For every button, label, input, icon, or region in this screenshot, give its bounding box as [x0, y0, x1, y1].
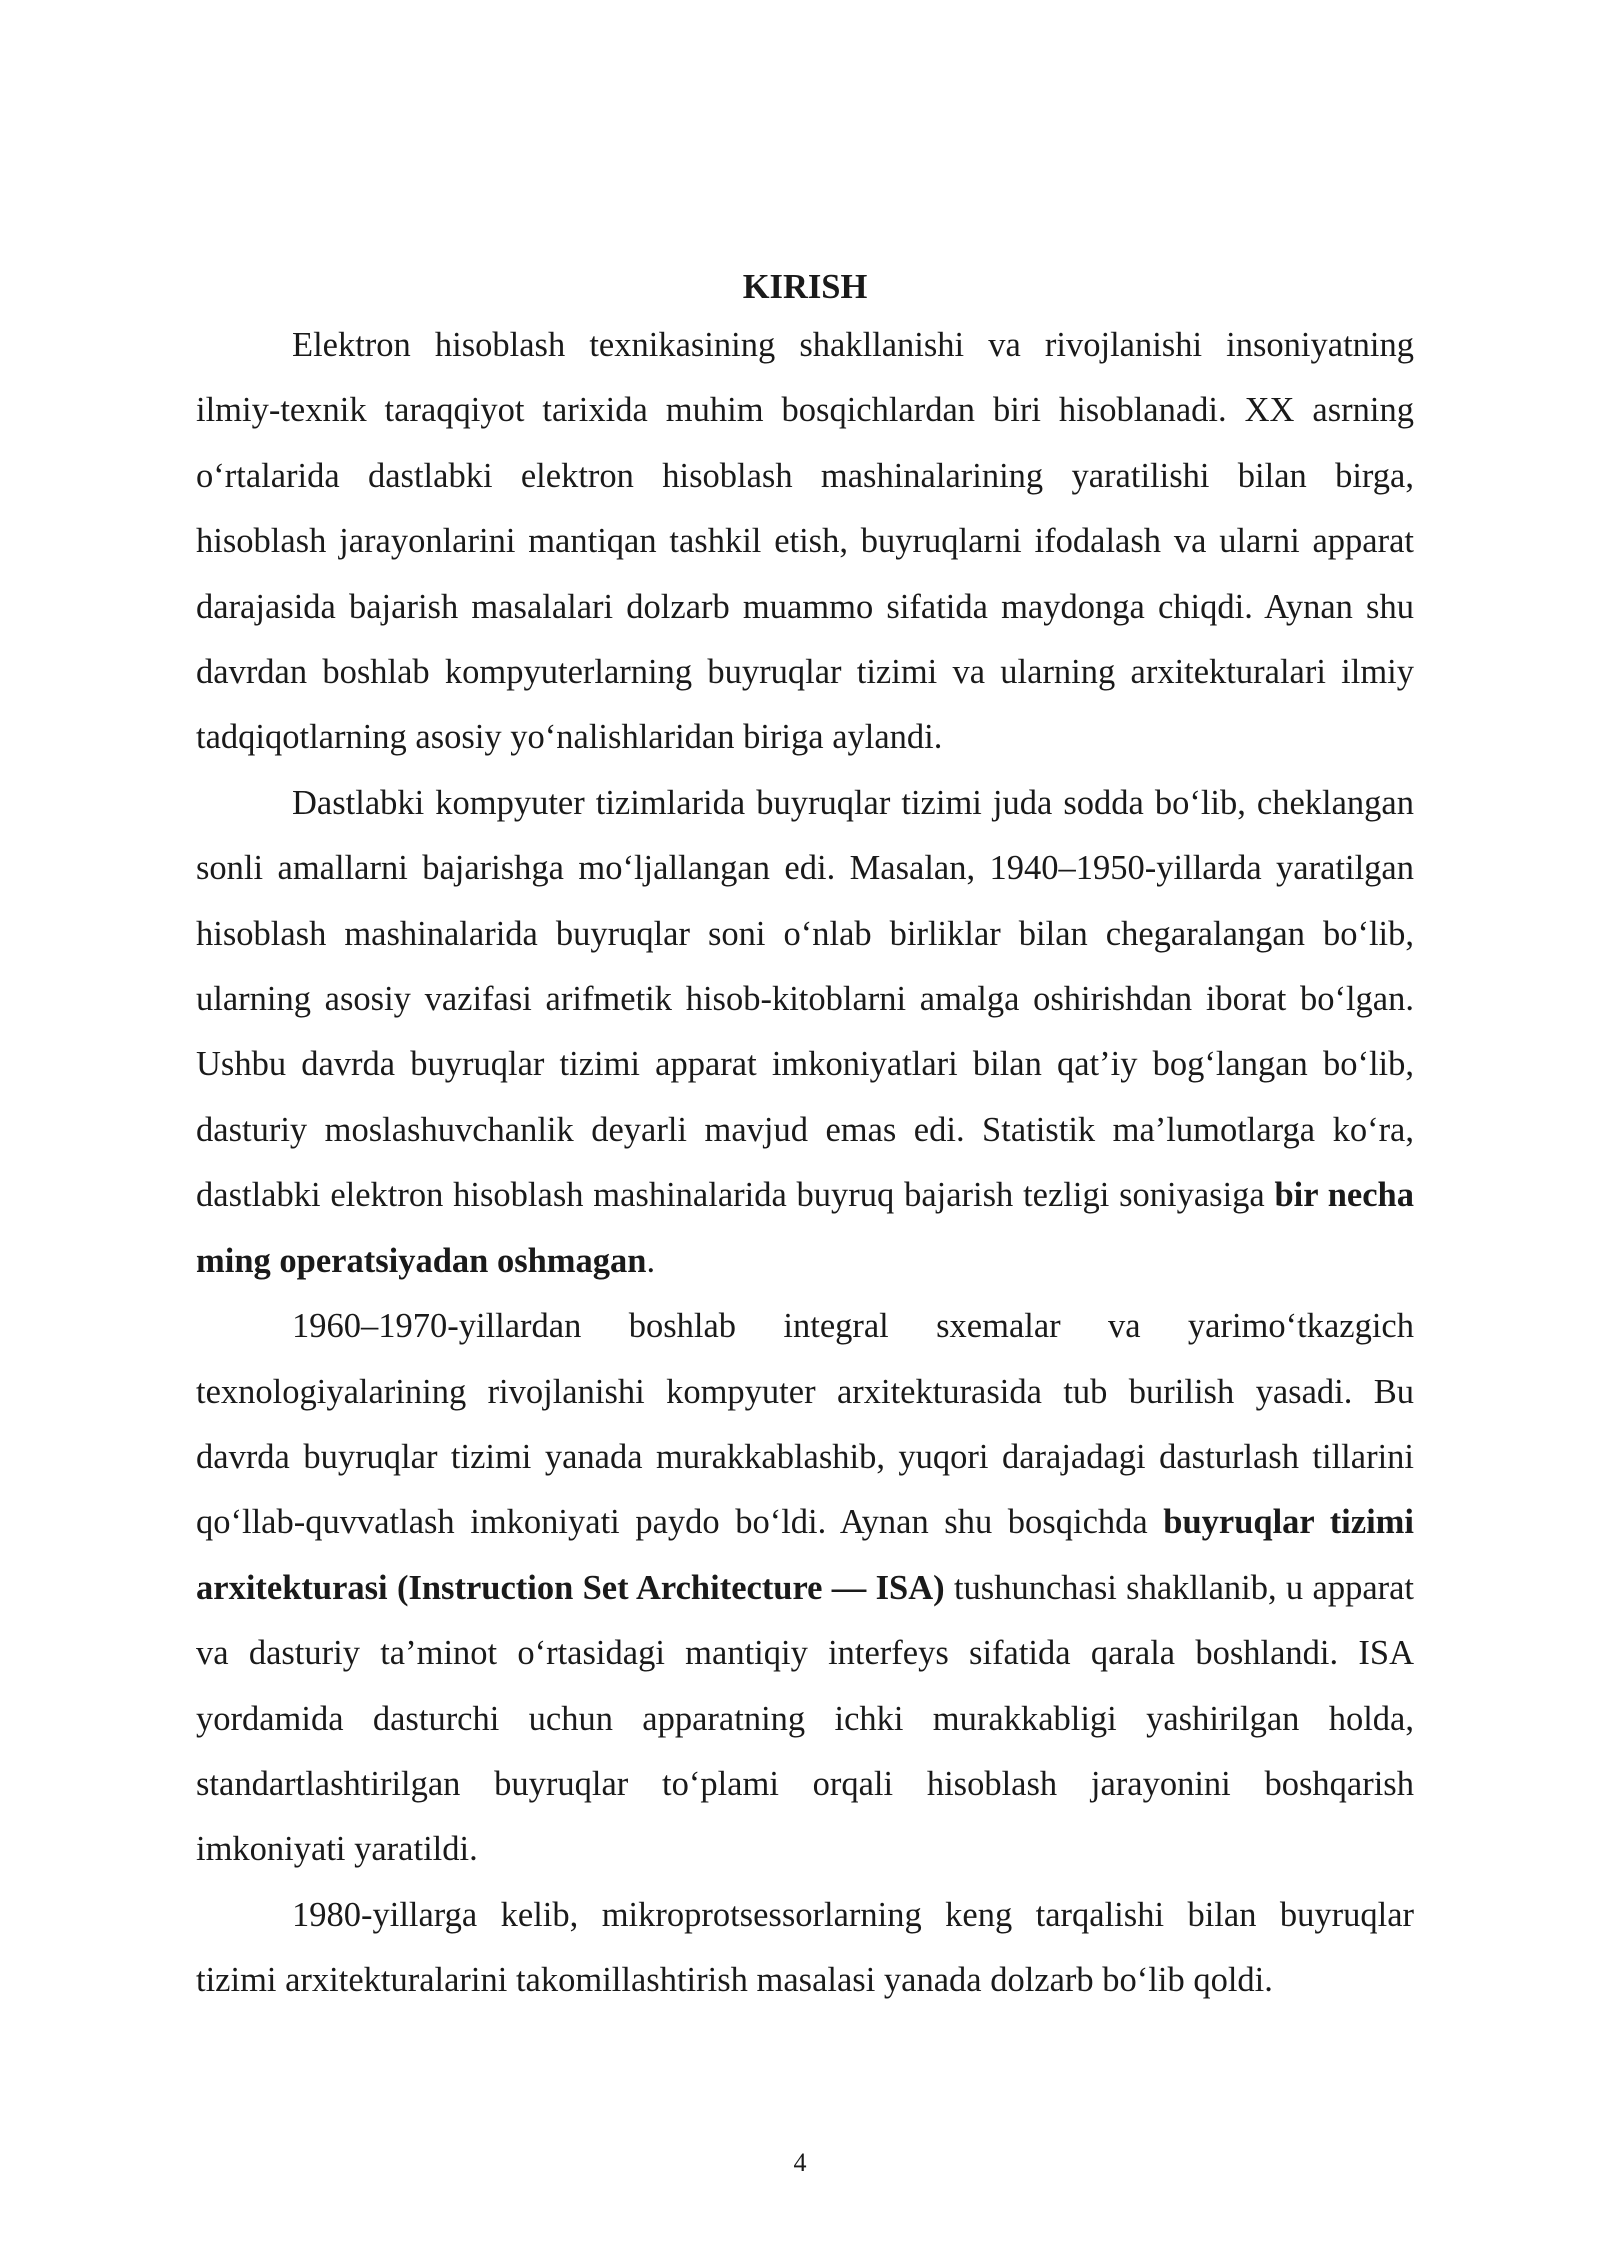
paragraph-text: 1980-yillarga kelib, mikroprotsessorlarning keng tarqalishi bilan buyruqlar tizimi arxitekturalarini takomillashtirish masalasi yanada dolzarb bo‘lib qoldi.	[196, 1895, 1414, 2000]
paragraph-text: Elektron hisoblash texnikasining shakllanishi va rivojlanishi insoniyatning ilmiy-texnik taraqqiyot tarixida muhim bosqichlardan biri hisoblanadi. XX asrning o‘rtalarida dastlabki elektron hisoblash mashinalarining yaratilishi bilan birga, hisoblash jarayonlarini mantiqan tashkil etish, buyruqlarni ifodalash va ularni apparat darajasida bajarish masalalari dolzarb muammo sifatida maydonga chiqdi. Aynan shu davrdan boshlab kompyuterlarning buyruqlar tizimi va ularning arxitekturalari ilmiy tadqiqotlarning asosiy yo‘nalishlaridan biriga aylandi.	[196, 326, 1414, 757]
paragraph-text: Dastlabki kompyuter tizimlarida buyruqlar tizimi juda sodda bo‘lib, cheklangan sonli amallarni bajarishga mo‘ljallangan edi. Masalan, 1940–1950-yillarda yaratilgan hisoblash mashinalarida buyruqlar soni o‘nlab birliklar bilan chegaralangan bo‘lib, ularning asosiy vazifasi arifmetik hisob-kitoblarni amalga oshirishdan iborat bo‘lgan. Ushbu davrda buyruqlar tizimi apparat imkoniyatlari bilan qat’iy bog‘langan bo‘lib, dasturiy moslashuvchanlik deyarli mavjud emas edi. Statistik ma’lumotlarga ko‘ra, dastlabki elektron hisoblash mashinalarida buyruq bajarish tezligi soniyasiga	[196, 783, 1414, 1215]
paragraph-text: .	[646, 1241, 656, 1280]
paragraph-text: 1960–1970-yillardan boshlab integral sxemalar va yarimo‘tkazgich texnologiyalarining rivojlanishi kompyuter arxitekturasida tub burilish yasadi. Bu davrda buyruqlar tizimi yanada murakkablashib, yuqori darajadagi dasturlash tillarini qo‘llab-quvvatlash imkoniyati paydo bo‘ldi. Aynan shu bosqichda	[196, 1307, 1414, 1542]
bold-emphasis: buyruqlar tizimi arxitekturasi (Instruction Set Architecture — ISA)	[196, 1503, 1414, 1607]
page-content	[196, 261, 1414, 2014]
paragraph	[196, 1294, 1414, 1883]
paragraph	[196, 771, 1414, 1294]
page-number: 4	[793, 2148, 807, 2177]
paragraph	[196, 1883, 1414, 2014]
bold-emphasis: bir necha ming operatsiyadan oshmagan	[196, 1176, 1414, 1280]
paragraph	[196, 313, 1414, 771]
section-title: KIRISH	[742, 268, 868, 306]
paragraph-text: tushunchasi shakllanib, u apparat va dasturiy ta’minot o‘rtasidagi mantiqiy interfeys sifatida qarala boshlandi. ISA yordamida dasturchi uchun apparatning ichki murakkabligi yashirilgan holda, standartlashtirilgan buyruqlar to‘plami orqali hisoblash jarayonini boshqarish imkoniyati yaratildi.	[196, 1568, 1415, 1869]
